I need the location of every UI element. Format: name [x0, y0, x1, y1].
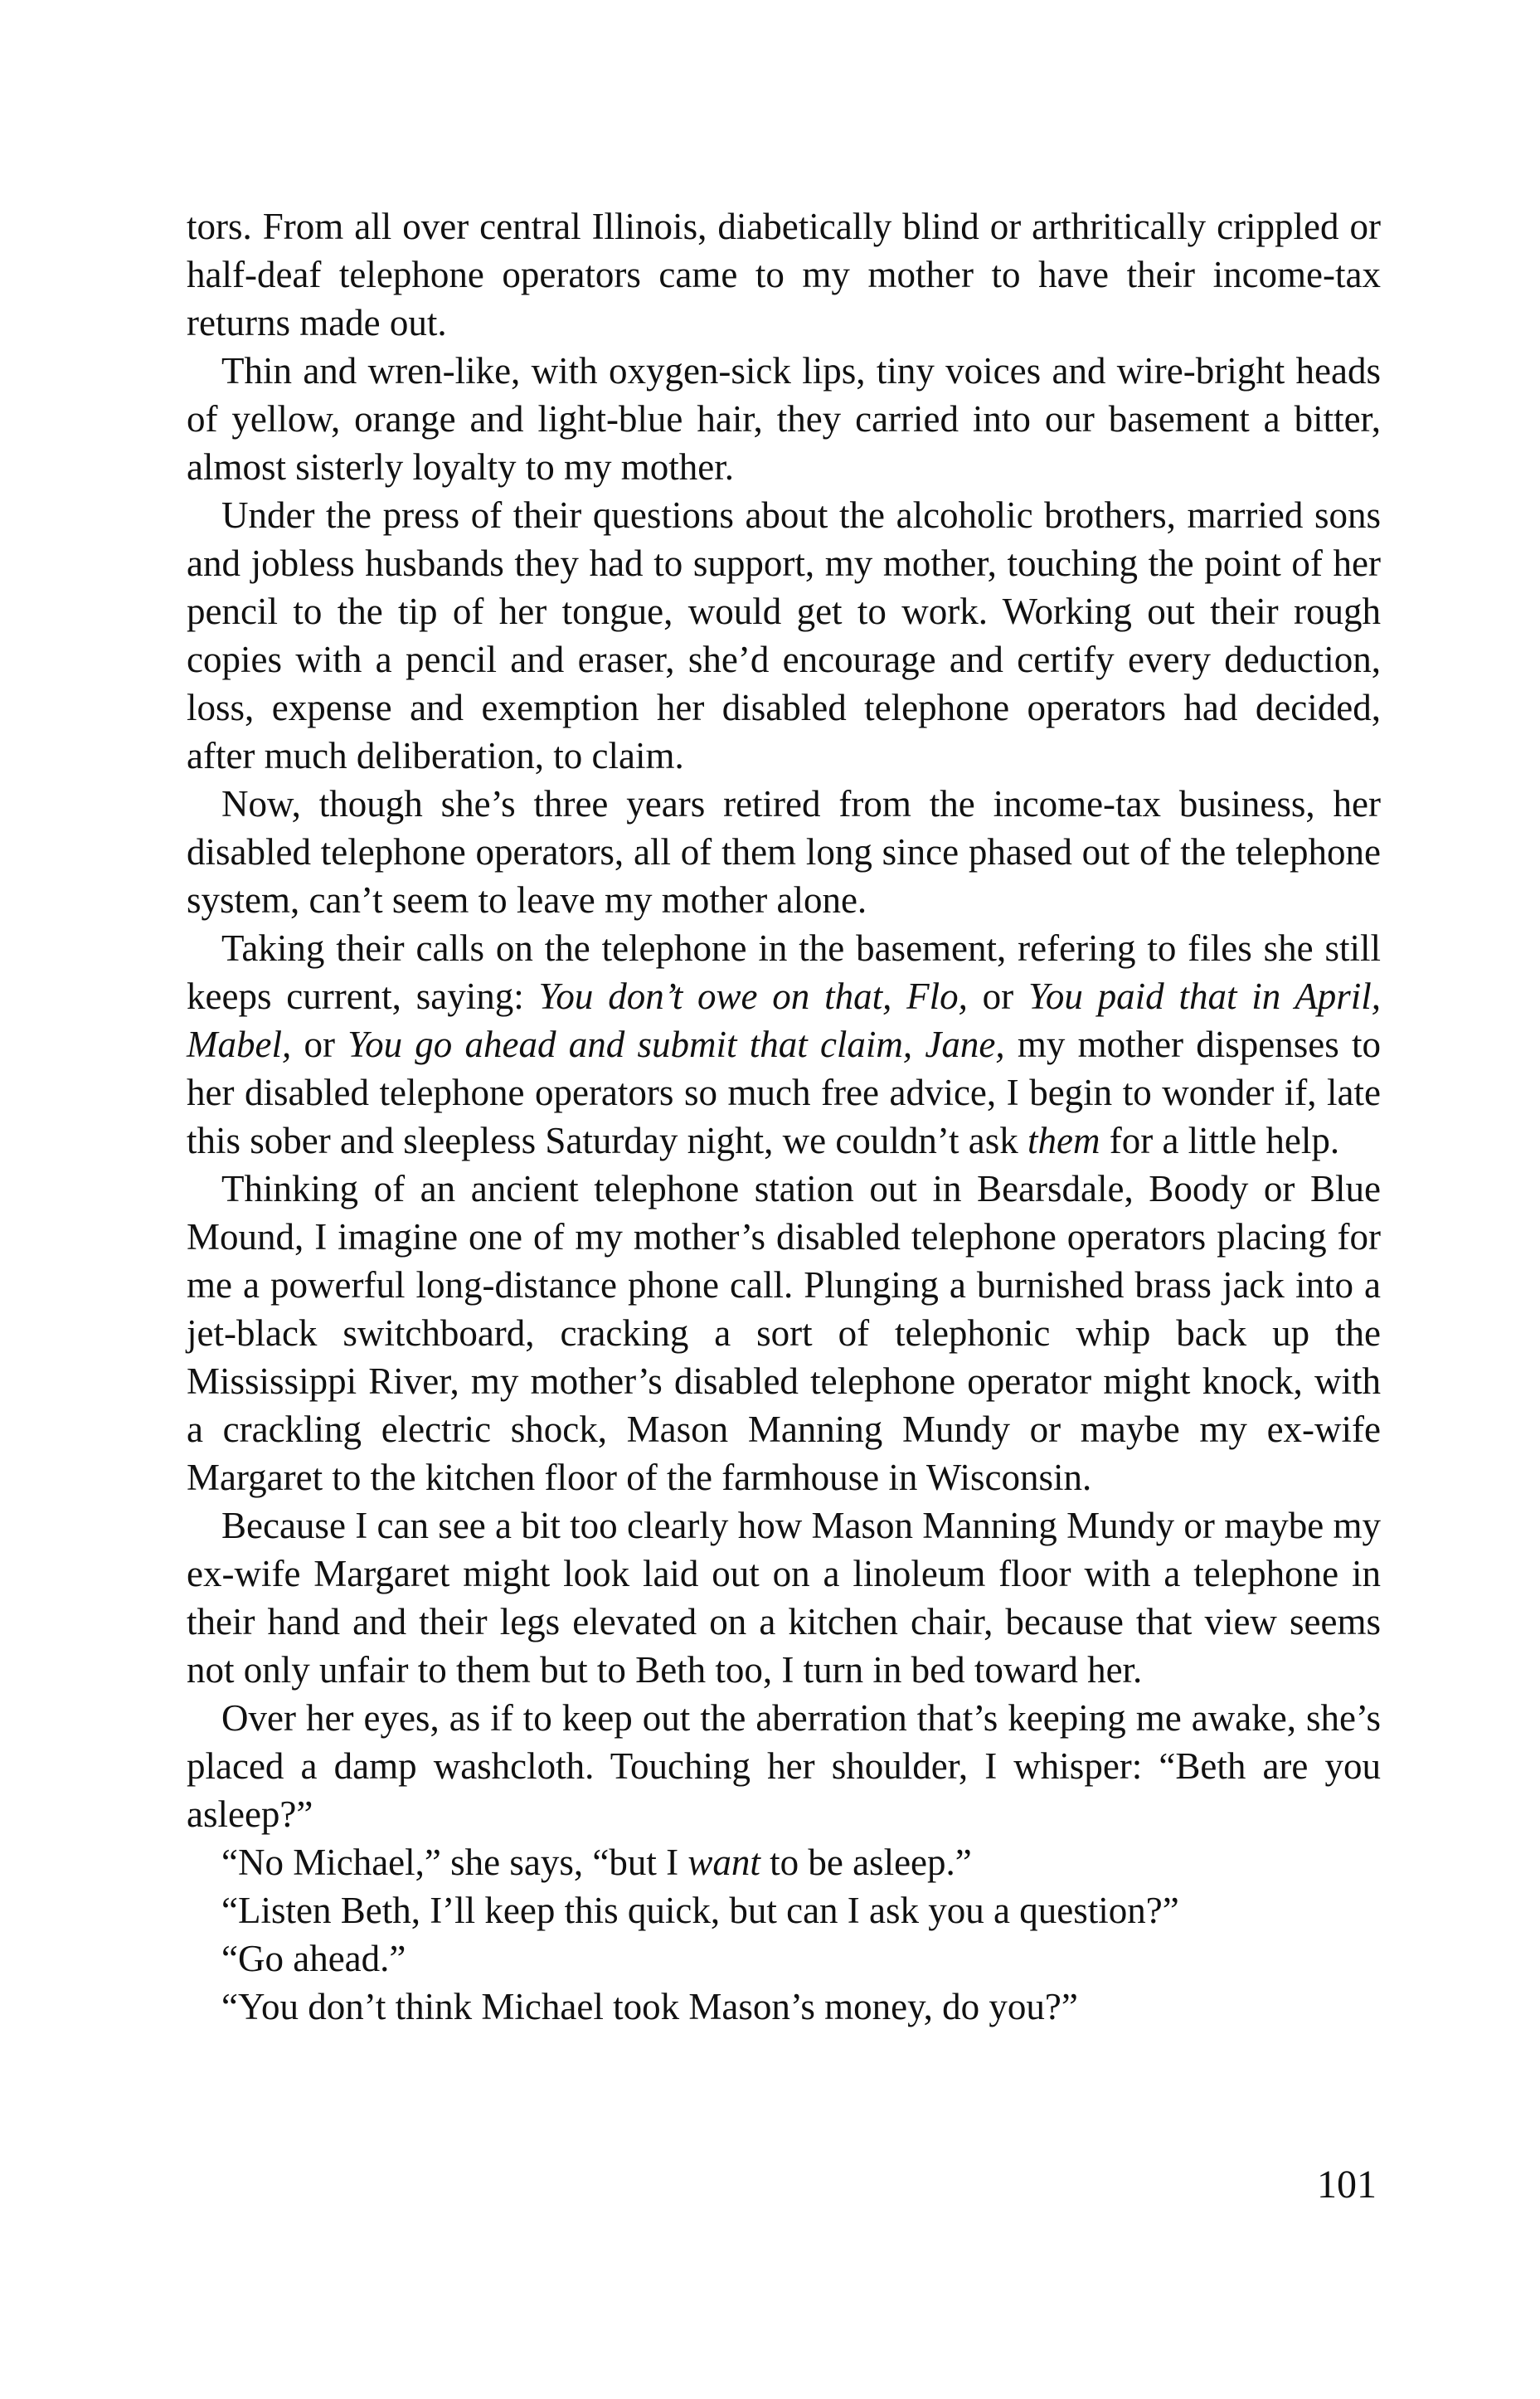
italic-phrase: You don’t owe on that, Flo, [538, 976, 968, 1017]
paragraph-1-text: tors. From all over central Illinois, diabetically blind or arthritically crippled or half-deaf telephone operators came to my mother to have their income-tax returns made out. [187, 206, 1381, 343]
paragraph-5-text: my mother dispenses to her disabled telephone operators so much free advice, I begin to wonder if, late this sober and sleepless Saturday night, we couldn’t ask [187, 1024, 1381, 1161]
italic-word: them [1027, 1120, 1100, 1161]
paragraph-7-text: Because I can see a bit too clearly how Mason Manning Mundy or maybe my ex-wife Margaret might look laid out on a linoleum floor with a telephone in their hand and their legs elevated on a kitchen chair, because that view seems not only unfair to them but to Beth too, I turn in bed toward her. [187, 1505, 1381, 1691]
book-page [187, 202, 1381, 2031]
paragraph-11-text: “Go ahead.” [221, 1938, 406, 1979]
paragraph-12 [187, 1983, 1381, 2031]
paragraph-11 [187, 1934, 1381, 1983]
page-number: 101 [1317, 2163, 1377, 2207]
paragraph-5 [187, 924, 1381, 1165]
italic-phrase: You paid that in April, Mabel, [187, 976, 1381, 1065]
paragraph-4 [187, 780, 1381, 924]
paragraph-10 [187, 1886, 1381, 1934]
paragraph-9-text: to be asleep.” [760, 1842, 972, 1883]
italic-word: want [687, 1842, 760, 1883]
paragraph-5-text: Taking their calls on the telephone in the basement, refering to files she still keeps current, saying: [187, 927, 1381, 1017]
paragraph-5-text: or [291, 1024, 348, 1065]
paragraph-10-text: “Listen Beth, I’ll keep this quick, but can I ask you a question?” [221, 1890, 1179, 1931]
paragraph-8 [187, 1694, 1381, 1838]
paragraph-7 [187, 1501, 1381, 1694]
paragraph-5-text: for a little help. [1100, 1120, 1340, 1161]
paragraph-9-text: “No Michael,” she says, “but I [221, 1842, 688, 1883]
paragraph-3-text: Under the press of their questions about the alcoholic brothers, married sons and jobless husbands they had to support, my mother, touching the point of her pencil to the tip of her tongue, would get to work. Working out their rough copies with a pencil and eraser, she’d encourage and certify every deduction, loss, expense and exemption her disabled telephone operators had decided, after much deliberation, to claim. [187, 494, 1381, 776]
italic-phrase: You go ahead and submit that claim, Jane, [347, 1024, 1005, 1065]
paragraph-2 [187, 347, 1381, 491]
paragraph-9 [187, 1838, 1381, 1886]
paragraph-12-text: “You don’t think Michael took Mason’s money, do you?” [221, 1986, 1078, 2027]
paragraph-8-text: Over her eyes, as if to keep out the aberration that’s keeping me awake, she’s placed a damp washcloth. Touching her shoulder, I whisper: “Beth are you asleep?” [187, 1697, 1381, 1835]
paragraph-2-text: Thin and wren-like, with oxygen-sick lips, tiny voices and wire-bright heads of yellow, orange and light-blue hair, they carried into our basement a bitter, almost sisterly loyalty to my mother. [187, 350, 1381, 488]
paragraph-6-text: Thinking of an ancient telephone station out in Bearsdale, Boody or Blue Mound, I imagine one of my mother’s disabled telephone operators placing for me a powerful long-distance phone call. Plunging a burnished brass jack into a jet-black switchboard, cracking a sort of telephonic whip back up the Mississippi River, my mother’s disabled telephone operator might knock, with a crackling electric shock, Mason Manning Mundy or maybe my ex-wife Margaret to the kitchen floor of the farmhouse in Wisconsin. [187, 1168, 1381, 1498]
paragraph-3 [187, 491, 1381, 780]
paragraph-4-text: Now, though she’s three years retired from the income-tax business, her disabled telephone operators, all of them long since phased out of the telephone system, can’t seem to leave my mother alone. [187, 783, 1381, 921]
paragraph-6 [187, 1165, 1381, 1501]
paragraph-5-text: or [967, 976, 1028, 1017]
paragraph-1 [187, 202, 1381, 347]
